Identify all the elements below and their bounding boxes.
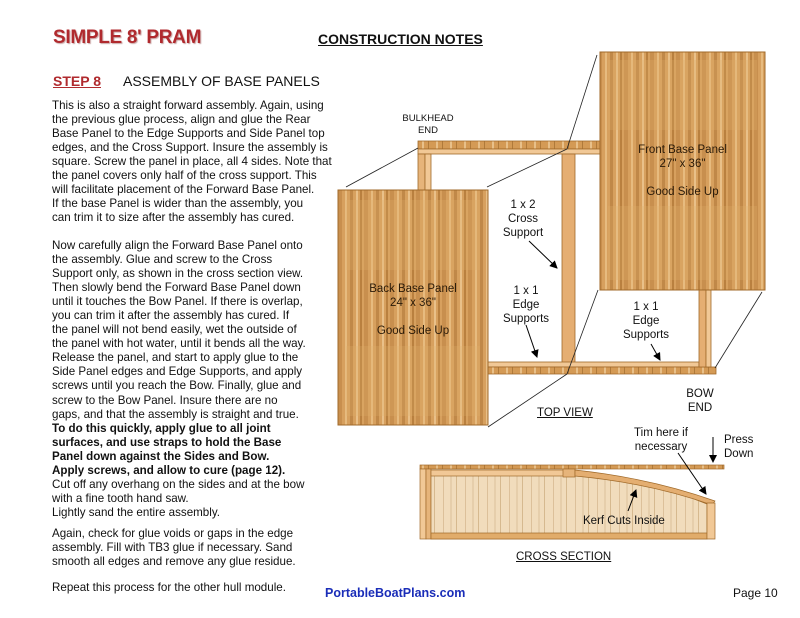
step-number: STEP 8 (53, 73, 101, 89)
front-panel-label (620, 143, 745, 199)
label-line: Down (724, 448, 754, 460)
text-line: Cut off any overhang on the sides and at the bow (52, 477, 305, 491)
label-line: END (417, 125, 439, 136)
emphasis-line: Apply screws, and allow to cure (page 12). (52, 463, 286, 477)
text-line: screws until you reach the Bow. Finally, glue and (52, 379, 302, 393)
label-line: Press (724, 434, 754, 446)
text-line: the panel covers only half of the cross support. This (52, 169, 317, 183)
text-line: until it touches the Bow Panel. If there is overlap, (52, 295, 303, 309)
panel-size: 27" x 36" (659, 158, 706, 170)
label-line: 1 x 2 (510, 199, 536, 211)
text-line: If the base Panel is wider than the assembly, you (52, 197, 304, 211)
section-heading: CONSTRUCTION NOTES (318, 31, 483, 47)
cross-support-label (493, 198, 553, 240)
edge-supports-label-right (616, 300, 676, 342)
text-line: with a fine tooth hand saw. (52, 491, 189, 505)
text-line: Support only, as shown in the cross section view. (52, 267, 304, 281)
label-line: Supports (622, 329, 670, 341)
label-line: BULKHEAD (402, 113, 454, 124)
side-panel (431, 472, 707, 539)
text-line: Base Panel to the Edge Supports and Side Panel top (52, 127, 325, 141)
label-line: 1 x 1 (633, 301, 659, 313)
label-line: Edge (512, 299, 540, 311)
label-line: 1 x 1 (513, 285, 539, 297)
text-line: will facilitate placement of the Forward Base Panel. (52, 183, 315, 197)
text-line: Side Panel edges and Edge Supports, and apply (52, 365, 303, 379)
left-side-support (418, 154, 425, 190)
text-line: the previous glue process, align and glue the Rear (52, 113, 311, 127)
bottom-board (431, 533, 707, 539)
text-line: can trim it to size after the assembly has cured. (52, 211, 295, 225)
edge-support-bottom (484, 362, 699, 367)
text-line: Again, check for glue voids or gaps in the edge (52, 527, 294, 540)
text-line: assembly. Fill with TB3 glue if necessary. Sand (52, 541, 293, 555)
label-line: necessary (634, 441, 688, 453)
text-line: the assembly. Glue and screw to the Cross (52, 253, 273, 267)
label-line: Supports (502, 313, 550, 325)
text-line: the panel with hot water, until it bends all the way. (52, 337, 306, 351)
emphasis-line: surfaces, and use straps to hold the Base (52, 435, 282, 449)
label-line: END (687, 402, 713, 414)
cross-support (562, 154, 575, 368)
text-line: Lightly sand the entire assembly. (52, 505, 220, 519)
bulkhead-end-label (395, 113, 461, 137)
panel-name: Back Base Panel (369, 283, 457, 295)
label-line: BOW (686, 388, 714, 400)
text-line: gaps, and that the assembly is straight and true. (52, 407, 299, 421)
text-line: square. Screw the panel in place, all 4 sides. Note that (52, 155, 332, 169)
base-panel-flat (420, 465, 724, 469)
label-line: Cross (507, 213, 539, 225)
label-line: Tim here if (634, 427, 688, 439)
panel-size: 24" x 36" (390, 297, 436, 309)
text-line: Then slowly bend the Forward Base Panel down (52, 281, 301, 295)
panel-note: Good Side Up (376, 325, 450, 337)
document-title: SIMPLE 8' PRAM (53, 27, 202, 48)
back-panel-label (353, 282, 473, 338)
text-line: screw to the Bow Panel. Insure there are no (52, 393, 278, 407)
text-line: edges, and the Cross Support. Insure the assembly is (52, 141, 328, 155)
step-title: ASSEMBLY OF BASE PANELS (123, 73, 320, 89)
cross-support-block (563, 469, 575, 477)
emphasis-line: To do this quickly, apply glue to all joint (52, 421, 271, 435)
text-line: the panel will not bend easily, wet the outside of (52, 323, 297, 337)
text-line: This is also a straight forward assembly. Again, using (52, 99, 324, 112)
website-link[interactable]: PortableBoatPlans.com (325, 586, 466, 600)
emphasis-line: Panel down against the Sides and Bow. (52, 449, 270, 463)
bulkhead-post (420, 469, 426, 539)
trim-note-label (628, 426, 694, 454)
press-down-label (724, 433, 753, 461)
edge-supports-label-left (496, 284, 556, 326)
text-line: Now carefully align the Forward Base Panel onto (52, 239, 303, 252)
page-number: Page 10 (733, 586, 778, 600)
top-view-caption: TOP VIEW (537, 407, 593, 419)
cross-section-caption: CROSS SECTION (516, 551, 612, 563)
label-line: Support (502, 227, 544, 239)
bow-end-label (680, 387, 720, 415)
bow-post (699, 290, 706, 367)
edge-support-top (418, 149, 610, 154)
text-line: Release the panel, and start to apply glue to the (52, 351, 299, 365)
label-line: Edge (632, 315, 660, 327)
text-line: you can trim it after the assembly has cured. If (52, 309, 290, 323)
text-line: smooth all edges and remove any glue residue. (52, 555, 296, 569)
side-board-bottom (484, 367, 716, 374)
paragraph-4: Repeat this process for the other hull module. (52, 581, 286, 594)
kerf-cuts-label: Kerf Cuts Inside (583, 515, 665, 527)
panel-note: Good Side Up (646, 186, 719, 198)
panel-name: Front Base Panel (638, 144, 727, 156)
bulkhead-board (418, 141, 610, 149)
bow-post-section (707, 503, 715, 539)
